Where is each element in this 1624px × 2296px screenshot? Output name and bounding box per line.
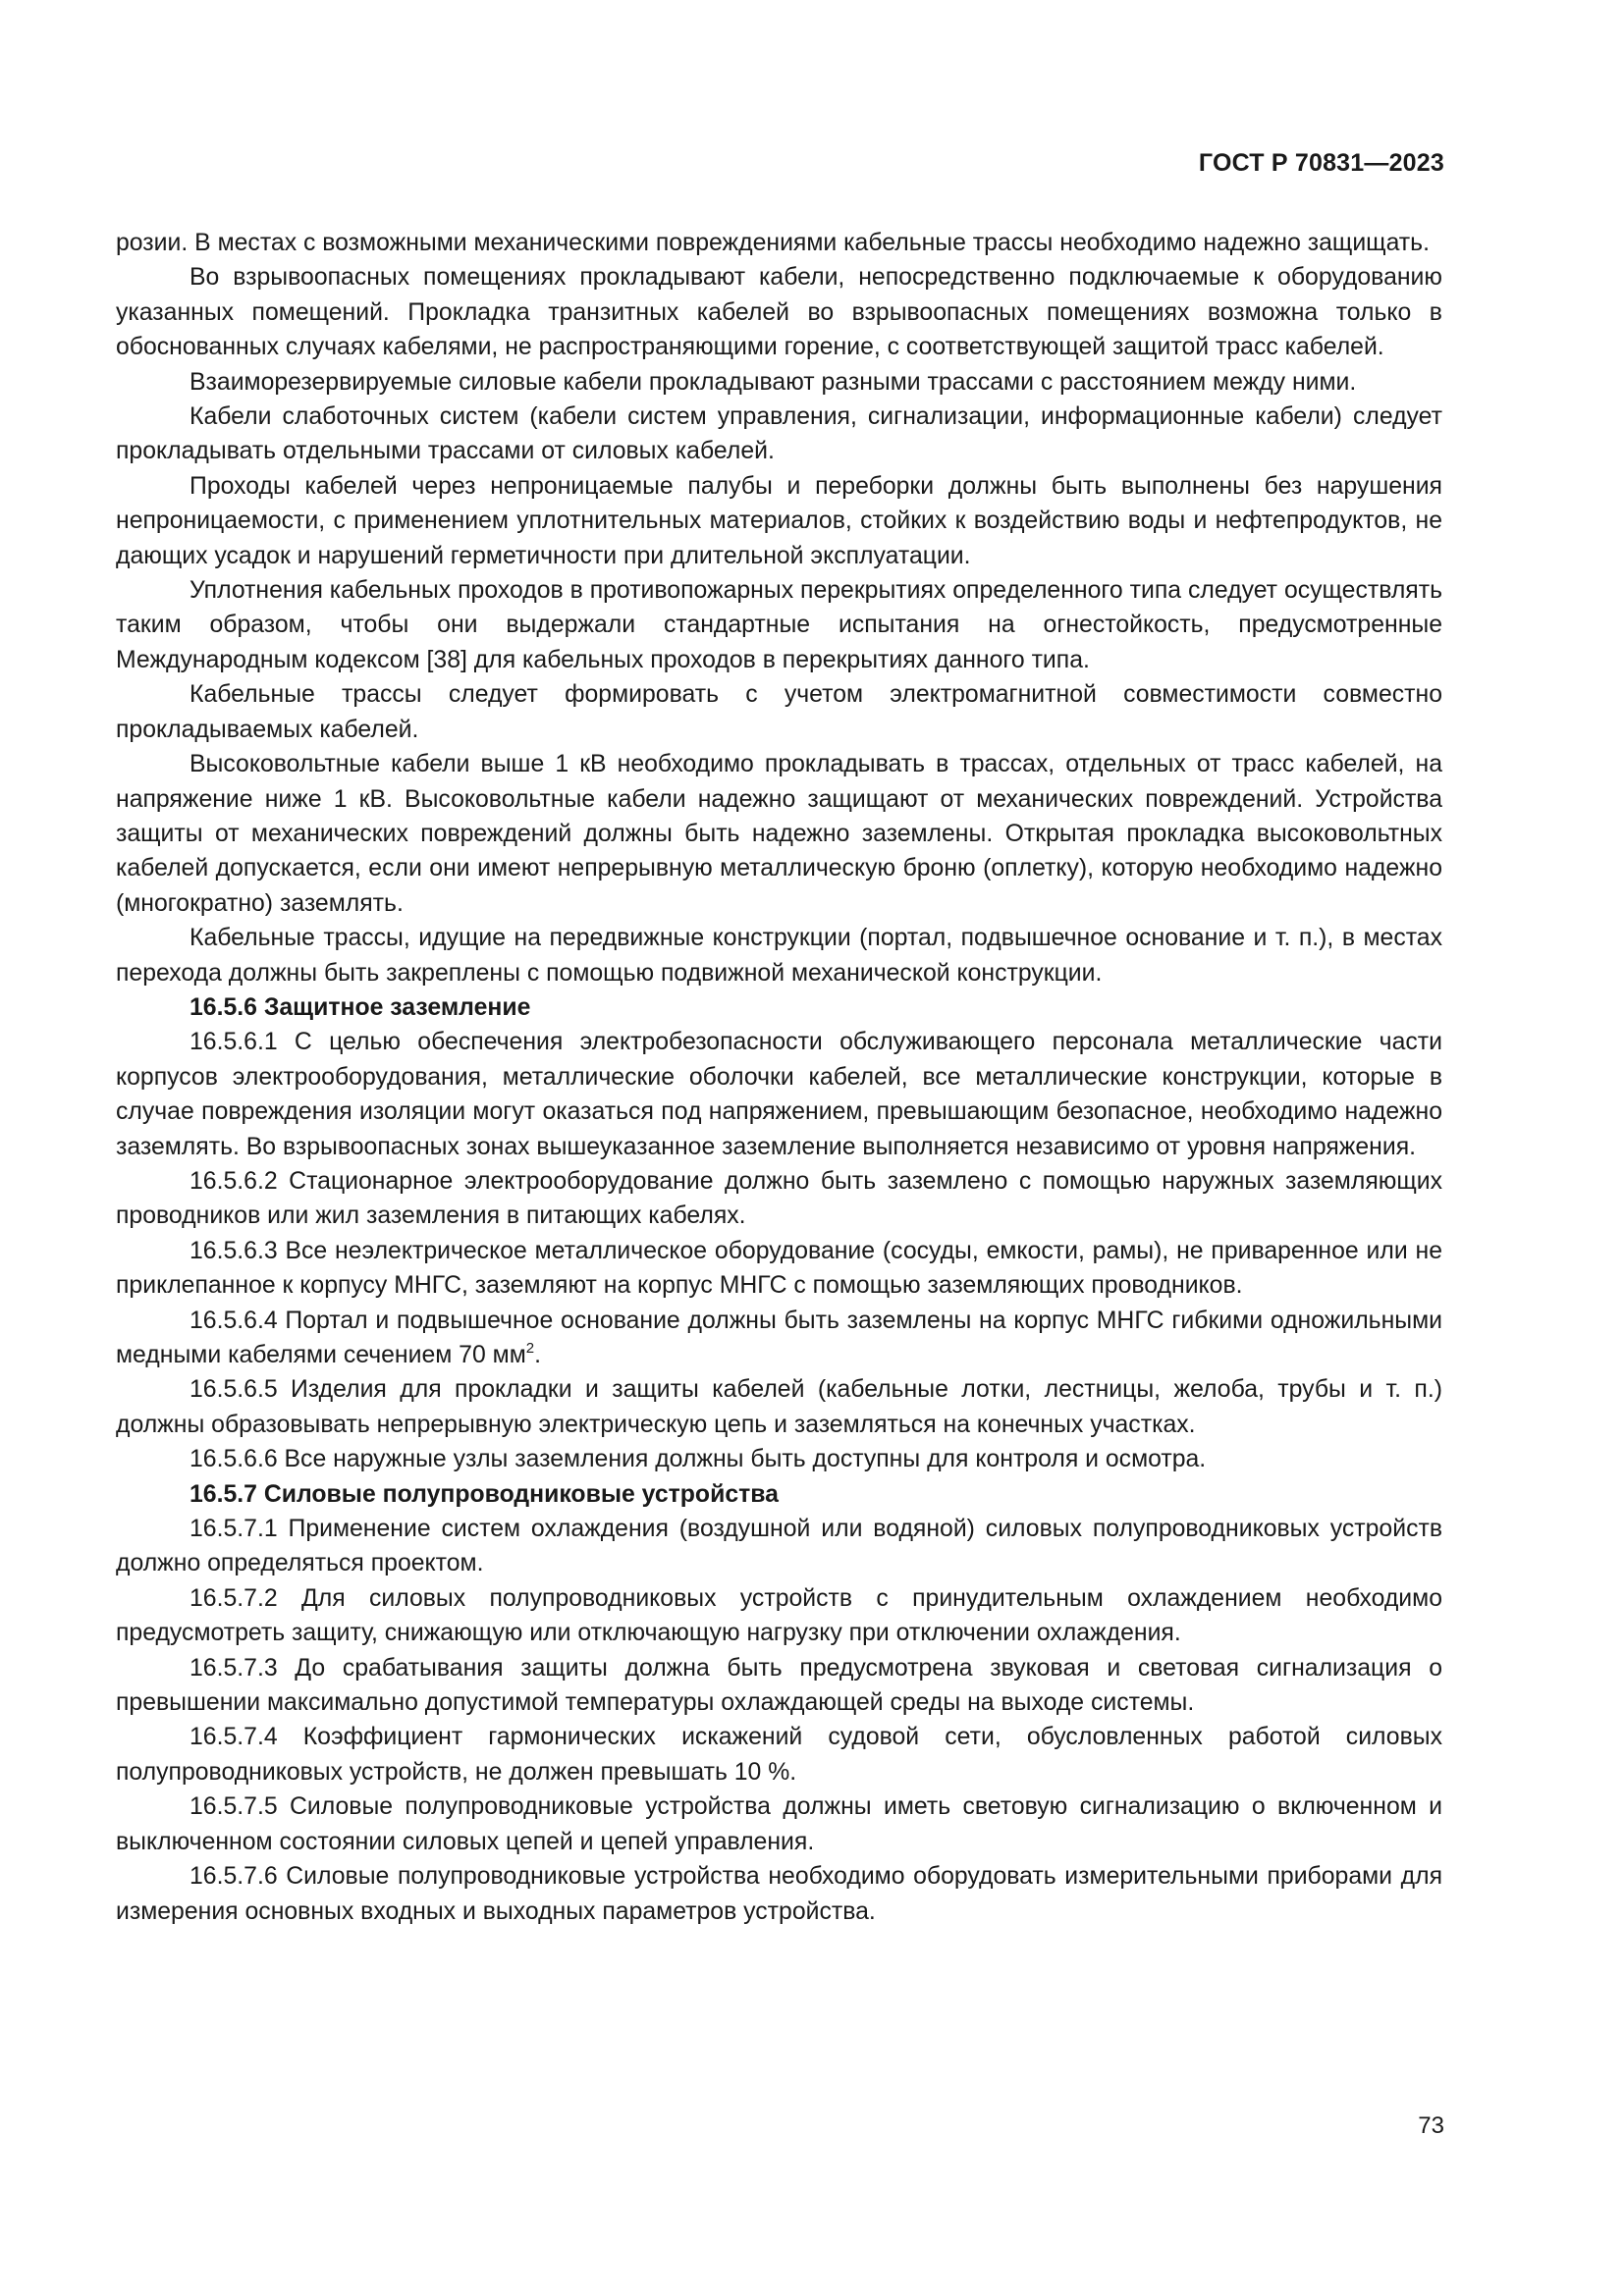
paragraph: Кабели слаботочных систем (кабели систем управления, сигнализации, информационные кабели) следует прокладывать отдельными трассами от силовых кабелей.	[116, 403, 1442, 465]
document-body	[116, 226, 1442, 1929]
paragraph: 16.5.6.2 Стационарное электрооборудование должно быть заземлено с помощью наружных заземляющих проводников или жил заземления в питающих кабелях.	[116, 1167, 1442, 1230]
paragraph: 16.5.7.5 Силовые полупроводниковые устройства должны иметь световую сигнализацию о включенном и выключенном состоянии силовых цепей и цепей управления.	[116, 1793, 1442, 1855]
superscript: 2	[525, 1340, 535, 1357]
paragraph-end: .	[534, 1342, 541, 1368]
paragraph: 16.5.7.4 Коэффициент гармонических искажений судовой сети, обусловленных работой силовых полупроводниковых устройств, не должен превышать 10 %.	[116, 1724, 1442, 1786]
paragraph-with-superscript	[116, 1304, 1442, 1373]
paragraph: Проходы кабелей через непроницаемые палубы и переборки должны быть выполнены без нарушения непроницаемости, с применением уплотнительных материалов, стойких к воздействию воды и нефтепродуктов, не дающих усадок и нарушений герметичности при длительной эксплуатации.	[116, 472, 1442, 569]
paragraph: Кабельные трассы следует формировать с учетом электромагнитной совместимости совместно прокладываемых кабелей.	[116, 681, 1442, 743]
paragraph: 16.5.7.3 До срабатывания защиты должна быть предусмотрена звуковая и световая сигнализация о превышении максимально допустимой температуры охлаждающей среды на выходе системы.	[116, 1654, 1442, 1717]
paragraph: 16.5.7.1 Применение систем охлаждения (воздушной или водяной) силовых полупроводниковых устройств должно определяться проектом.	[116, 1516, 1442, 1577]
page-number: 73	[1418, 2112, 1444, 2139]
paragraph: Во взрывоопасных помещениях прокладывают кабели, непосредственно подключаемые к оборудованию указанных помещений. Прокладка транзитных кабелей во взрывоопасных помещениях возможна только в обоснованных случаях кабелями, не распространяющими горение, с соответствующей защитой трасс кабелей.	[116, 264, 1442, 361]
paragraph: Уплотнения кабельных проходов в противопожарных перекрытиях определенного типа следует осуществлять таким образом, чтобы они выдержали стандартные испытания на огнестойкость, предусмотренные Международным кодексом [38] для кабельных проходов в перекрытиях данного типа.	[116, 577, 1442, 673]
paragraph: Высоковольтные кабели выше 1 кВ необходимо прокладывать в трассах, отдельных от трасс кабелей, на напряжение ниже 1 кВ. Высоковольтные кабели надежно защищают от механических повреждений. Устройства защиты от механических повреждений должны быть надежно заземлены. Открытая прокладка высоковольтных кабелей допускается, если они имеют непрерывную металлическую броню (оплетку), которую необходимо надежно (многократно) заземлять.	[116, 751, 1442, 917]
paragraph: 16.5.6.6 Все наружные узлы заземления должны быть доступны для контроля и осмотра.	[189, 1446, 1207, 1473]
document-code: ГОСТ Р 70831—2023	[1198, 149, 1444, 177]
paragraph-text: 16.5.6.4 Портал и подвышечное основание должны быть заземлены на корпус МНГС гибкими одножильными медными кабелями сечением 70 мм	[116, 1307, 1442, 1368]
section-heading-16-5-7: 16.5.7 Силовые полупроводниковые устройства	[189, 1480, 779, 1508]
paragraph: 16.5.6.1 С целью обеспечения электробезопасности обслуживающего персонала металлические части корпусов электрооборудования, металлические оболочки кабелей, все металлические конструкции, которые в случае повреждения изоляции могут оказаться под напряжением, превышающим безопасное, необходимо надежно заземлять. Во взрывоопасных зонах вышеуказанное заземление выполняется независимо от уровня напряжения.	[116, 1029, 1442, 1160]
paragraph: 16.5.7.6 Силовые полупроводниковые устройства необходимо оборудовать измерительными приборами для измерения основных входных и выходных параметров устройства.	[116, 1863, 1442, 1925]
paragraph: Взаиморезервируемые силовые кабели прокладывают разными трассами с расстоянием между ними.	[189, 368, 1357, 396]
paragraph: 16.5.6.3 Все неэлектрическое металлическое оборудование (сосуды, емкости, рамы), не приваренное или не приклепанное к корпусу МНГС, заземляют на корпус МНГС с помощью заземляющих проводников.	[116, 1237, 1442, 1300]
paragraph: Кабельные трассы, идущие на передвижные конструкции (портал, подвышечное основание и т. п.), в местах перехода должны быть закреплены с помощью подвижной механической конструкции.	[116, 925, 1442, 987]
paragraph: 16.5.6.5 Изделия для прокладки и защиты кабелей (кабельные лотки, лестницы, желоба, трубы и т. п.) должны образовывать непрерывную электрическую цепь и заземляться на конечных участках.	[116, 1376, 1442, 1438]
section-heading-16-5-6: 16.5.6 Защитное заземление	[189, 993, 531, 1021]
paragraph: розии. В местах с возможными механическими повреждениями кабельные трассы необходимо надежно защищать.	[116, 230, 1430, 256]
paragraph: 16.5.7.2 Для силовых полупроводниковых устройств с принудительным охлаждением необходимо предусмотреть защиту, снижающую или отключающую нагрузку при отключении охлаждения.	[116, 1584, 1442, 1647]
